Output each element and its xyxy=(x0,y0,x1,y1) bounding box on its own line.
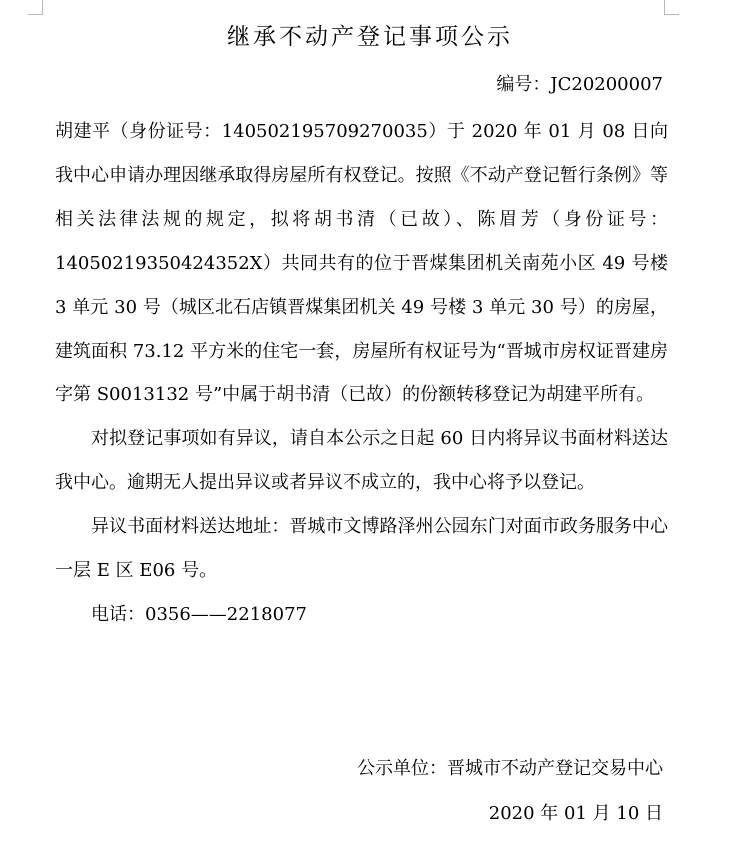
address-paragraph: 异议书面材料送达地址：晋城市文博路泽州公园东门对面市政务服务中心一层 E 区 E06 号。 xyxy=(55,516,668,582)
publisher-line: 公示单位：晋城市不动产登记交易中心 xyxy=(357,758,663,779)
main-paragraph: 胡建平（身份证号：140502195709270035）于 2020 年 01 月 08 日向我中心申请办理因继承取得房屋所有权登记。按照《不动产登记暂行条例》等相关法律法规的规定，拟将胡书清（已故）、陈眉芳（身份证号：14050219350424352X）共同共有的位于晋煤集团机关南苑小区 49 号楼 3 单元 30 号（城区北石店镇晋煤集团机关 49 号楼 3 单元 30 号）的房屋，建筑面积 73.12 平方米的住宅一套，房屋所有权证号为“晋城市房权证晋建房字第 S0013132 号”中属于胡书清（已故）的份额转移登记为胡建平所有。 xyxy=(55,121,668,406)
objection-paragraph: 对拟登记事项如有异议，请自本公示之日起 60 日内将异议书面材料送达我中心。逾期无人提出异议或者异议不成立的，我中心将予以登记。 xyxy=(55,428,668,494)
crop-mark-top-right xyxy=(664,0,679,15)
crop-mark-top-left xyxy=(28,0,43,15)
document-number: 编号：JC20200007 xyxy=(496,74,663,95)
publish-date: 2020 年 01 月 10 日 xyxy=(488,803,663,824)
document-body xyxy=(55,110,668,637)
document-title: 继承不动产登记事项公示 xyxy=(227,24,513,50)
phone-line: 电话：0356——2218077 xyxy=(91,603,307,625)
